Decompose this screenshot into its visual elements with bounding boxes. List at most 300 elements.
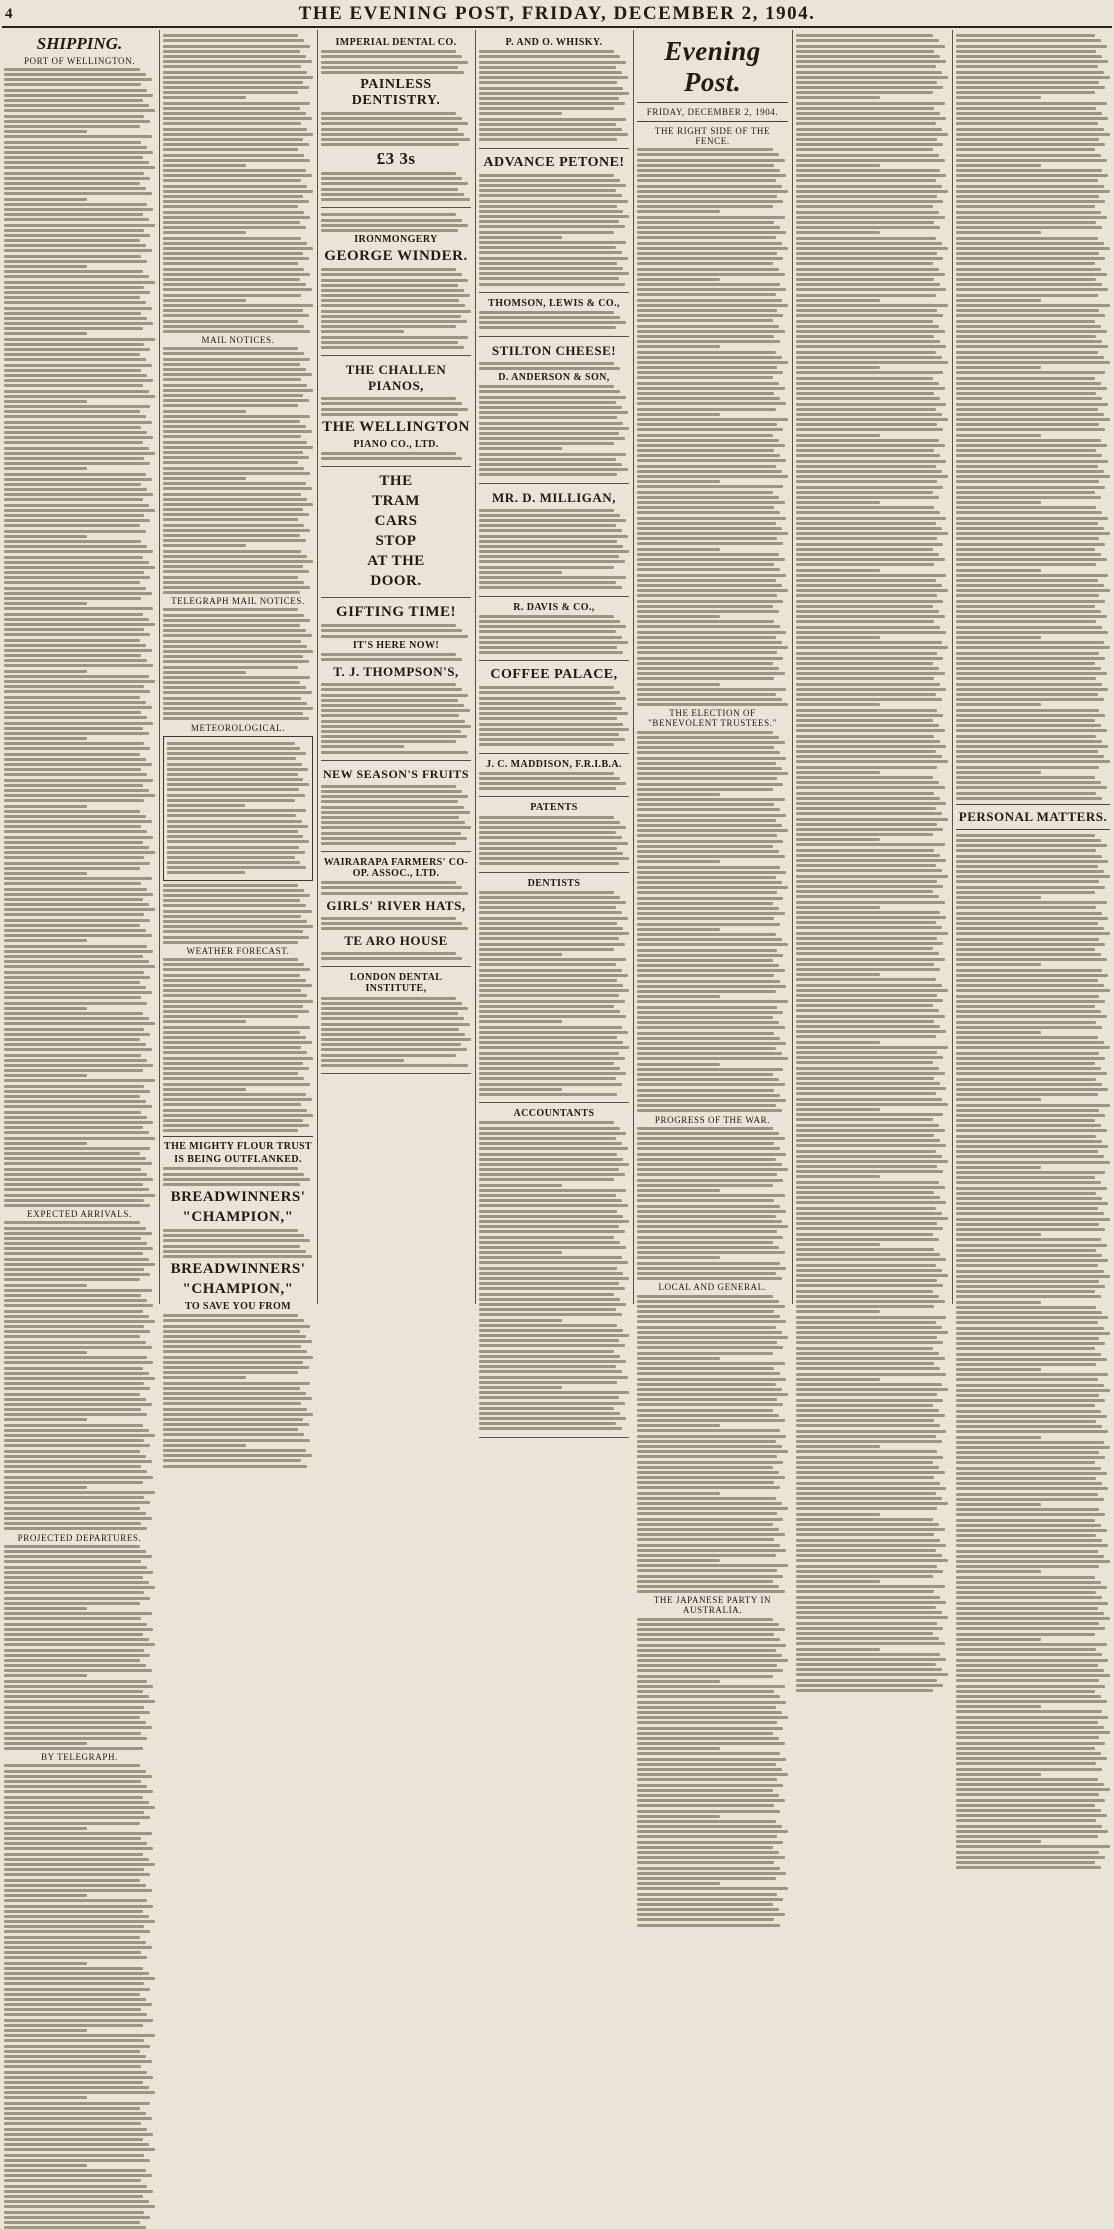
text-line	[163, 717, 309, 720]
text-line	[163, 242, 307, 245]
text-line	[163, 576, 298, 579]
text-line	[796, 252, 937, 255]
text-line	[163, 1062, 303, 1065]
text-line	[796, 755, 942, 758]
text-line	[956, 345, 1108, 348]
text-line	[163, 586, 310, 589]
text-line	[637, 527, 782, 530]
text-line	[163, 650, 313, 653]
text-line	[4, 1455, 146, 1458]
text-line	[956, 776, 1095, 779]
text-line	[4, 244, 146, 247]
text-line	[4, 877, 152, 880]
text-line	[956, 138, 1099, 141]
text-line	[479, 651, 623, 654]
text-line	[4, 1560, 141, 1563]
text-line	[796, 890, 933, 893]
text-line	[163, 1402, 301, 1405]
text-line	[796, 973, 880, 976]
text-line	[637, 1590, 785, 1593]
text-line	[637, 651, 777, 654]
japanese-party-heading: THE JAPANESE PARTY IN AUSTRALIA.	[653, 1595, 772, 1616]
text-line	[956, 262, 1095, 265]
text-line	[4, 1361, 153, 1364]
text-line	[4, 841, 143, 844]
text-line	[163, 122, 301, 125]
text-line	[479, 112, 562, 115]
text-line	[956, 403, 1108, 406]
text-line	[796, 1150, 936, 1153]
text-line	[4, 1079, 155, 1082]
flour-line: TO SAVE YOU FROM	[185, 1300, 291, 1312]
text-line	[637, 1305, 785, 1308]
text-line	[637, 1867, 780, 1870]
text-line	[956, 112, 1102, 115]
text-line	[796, 133, 948, 136]
text-line	[796, 283, 940, 286]
text-line	[956, 537, 1099, 540]
text-line	[4, 1623, 147, 1626]
text-line	[796, 1310, 880, 1313]
text-line	[321, 1054, 456, 1057]
text-line	[796, 397, 940, 400]
text-line	[4, 1576, 143, 1579]
text-line	[956, 76, 1110, 79]
text-line	[637, 1346, 783, 1349]
text-line	[637, 485, 783, 488]
text-line	[796, 1528, 945, 1531]
text-line	[956, 880, 1099, 883]
wellington-piano: THE WELLINGTON	[322, 418, 470, 435]
challen-pianos: THE CHALLEN PIANOS,	[345, 362, 447, 394]
text-line	[796, 740, 940, 743]
text-line	[4, 2211, 144, 2214]
text-line	[637, 1711, 782, 1714]
text-line	[4, 426, 141, 429]
text-line	[321, 1043, 461, 1046]
text-line	[163, 614, 304, 617]
text-line	[796, 968, 940, 971]
text-line	[956, 1067, 1101, 1070]
text-line	[956, 984, 1104, 987]
text-line	[956, 1669, 1104, 1672]
text-line	[4, 1607, 87, 1610]
text-line	[479, 1121, 614, 1124]
text-line	[637, 1523, 773, 1526]
text-line	[479, 1137, 616, 1140]
text-line	[4, 1194, 155, 1197]
text-line	[4, 1936, 140, 1939]
text-line	[956, 1083, 1102, 1086]
text-line	[956, 1244, 1107, 1247]
text-line	[956, 1031, 1041, 1034]
text-line	[956, 382, 1101, 385]
text-line	[796, 1601, 946, 1604]
text-line	[637, 1903, 773, 1906]
text-line	[796, 413, 942, 416]
text-line	[4, 784, 143, 787]
text-line	[956, 1000, 1105, 1003]
text-line	[796, 937, 937, 940]
text-line	[479, 979, 617, 982]
text-line	[796, 745, 946, 748]
text-line	[796, 1134, 934, 1137]
text-line	[637, 814, 786, 817]
text-line	[163, 1036, 306, 1039]
text-line	[4, 1048, 152, 1051]
text-line	[796, 916, 946, 919]
text-line	[163, 1387, 300, 1390]
text-line	[956, 226, 1102, 229]
text-line	[796, 470, 942, 473]
text-line	[4, 1232, 152, 1235]
text-line	[479, 958, 626, 961]
text-line	[796, 216, 945, 219]
text-line	[637, 667, 779, 670]
text-line	[4, 1273, 150, 1276]
text-line	[637, 1559, 720, 1562]
text-line	[4, 172, 144, 175]
weather-table	[163, 736, 313, 881]
text-line	[796, 750, 936, 753]
text-line	[163, 660, 309, 663]
text-line	[321, 1017, 464, 1020]
war-text	[637, 1127, 788, 1280]
text-line	[956, 340, 1102, 343]
text-line	[479, 1215, 623, 1218]
text-line	[796, 1207, 936, 1210]
new-season-fruits: NEW SEASON'S FRUITS	[323, 766, 469, 781]
text-line	[479, 1344, 625, 1347]
accountants-head: ACCOUNTANTS	[513, 1108, 595, 1120]
text-line	[163, 169, 306, 172]
text-line	[4, 395, 155, 398]
text-line	[321, 61, 468, 64]
text-line	[796, 1139, 940, 1142]
text-line	[956, 444, 1107, 447]
text-line	[4, 758, 146, 761]
text-line	[479, 396, 626, 399]
text-line	[479, 620, 620, 623]
text-line	[479, 1210, 617, 1213]
text-line	[4, 1780, 141, 1783]
text-line	[796, 781, 939, 784]
text-line	[4, 198, 87, 201]
text-line	[4, 1304, 153, 1307]
text-line	[4, 1335, 140, 1338]
text-line	[637, 1300, 779, 1303]
text-line	[637, 1841, 783, 1844]
text-line	[321, 694, 468, 697]
text-line	[163, 117, 312, 120]
text-line	[956, 870, 1104, 873]
text-line	[796, 932, 948, 935]
text-line	[637, 1230, 777, 1233]
text-line	[796, 268, 939, 271]
text-line	[956, 1778, 1098, 1781]
text-line	[4, 1941, 146, 1944]
text-line	[956, 1508, 1099, 1511]
text-line	[956, 1695, 1101, 1698]
thomson-lewis-ad	[479, 293, 629, 337]
text-line	[956, 855, 1102, 858]
text-line	[4, 1033, 150, 1036]
text-line	[321, 289, 464, 292]
text-line	[796, 174, 946, 177]
text-line	[956, 511, 1102, 514]
text-line	[796, 294, 936, 297]
text-line	[796, 1668, 942, 1671]
text-line	[956, 724, 1101, 727]
text-line	[637, 995, 720, 998]
text-line	[796, 1165, 937, 1168]
meteorological-heading: METEOROLOGICAL.	[190, 722, 286, 733]
text-line	[479, 697, 626, 700]
text-line	[796, 1352, 939, 1355]
text-line	[4, 1967, 143, 1970]
text-line	[637, 1435, 786, 1438]
text-line	[479, 948, 614, 951]
maddison-head: J. C. MADDISON, F.R.I.B.A.	[486, 758, 622, 770]
text-line	[637, 402, 786, 405]
flour-trust-title: THE MIGHTY FLOUR TRUST	[164, 1141, 312, 1153]
text-line	[4, 1884, 146, 1887]
text-line	[321, 816, 459, 819]
text-line	[479, 1308, 616, 1311]
text-line	[4, 1481, 143, 1484]
text-line	[796, 1523, 939, 1526]
text-line	[321, 320, 467, 323]
text-line	[479, 406, 622, 409]
text-line	[479, 896, 620, 899]
text-line	[4, 830, 147, 833]
text-line	[479, 733, 619, 736]
text-line	[4, 338, 155, 341]
text-line	[163, 154, 304, 157]
text-line	[163, 498, 307, 501]
text-line	[796, 1362, 934, 1365]
text-line	[479, 385, 614, 388]
text-line	[479, 1313, 622, 1316]
text-line	[956, 128, 1104, 131]
text-line	[4, 1278, 140, 1281]
text-line	[796, 843, 945, 846]
local-continued-text	[796, 34, 948, 1692]
text-line	[956, 1259, 1108, 1262]
text-line	[163, 1234, 304, 1237]
text-line	[4, 2091, 155, 2094]
text-line	[321, 795, 468, 798]
text-line	[4, 286, 144, 289]
text-line	[796, 1331, 948, 1334]
text-line	[956, 1342, 1105, 1345]
text-line	[637, 736, 779, 739]
text-line	[4, 1320, 155, 1323]
text-line	[4, 208, 153, 211]
text-line	[479, 61, 626, 64]
text-line	[163, 81, 303, 84]
fruits-ad	[321, 761, 471, 852]
text-line	[163, 247, 313, 250]
text-line	[4, 1816, 150, 1819]
text-line	[163, 555, 307, 558]
text-line	[321, 704, 464, 707]
text-line	[637, 351, 776, 354]
text-line	[796, 1030, 946, 1033]
text-line	[796, 1201, 946, 1204]
text-line	[479, 555, 619, 558]
text-line	[956, 1088, 1108, 1091]
text-line	[4, 846, 149, 849]
text-line	[4, 996, 141, 999]
text-line	[163, 707, 313, 710]
text-line	[956, 1399, 1105, 1402]
text-line	[796, 418, 948, 421]
text-line	[637, 657, 783, 660]
text-line	[956, 1550, 1098, 1553]
text-line	[796, 1653, 940, 1656]
text-line	[321, 304, 465, 307]
text-line	[4, 1591, 144, 1594]
text-line	[163, 1314, 298, 1317]
text-line	[796, 911, 940, 914]
text-line	[956, 1861, 1095, 1864]
text-line	[796, 1367, 940, 1370]
text-line	[479, 179, 620, 182]
text-line	[163, 1423, 309, 1426]
text-line	[637, 1893, 777, 1896]
text-line	[637, 1398, 777, 1401]
text-line	[163, 884, 298, 887]
text-line	[4, 478, 152, 481]
text-line	[163, 1428, 298, 1431]
text-line	[637, 1580, 773, 1583]
text-line	[956, 1845, 1110, 1848]
text-line	[637, 1414, 779, 1417]
text-line	[956, 1192, 1096, 1195]
text-line	[4, 348, 150, 351]
text-line	[4, 2143, 149, 2146]
text-line	[163, 314, 309, 317]
text-line	[4, 224, 155, 227]
text-line	[167, 794, 305, 797]
text-line	[956, 1648, 1096, 1651]
text-line	[4, 1310, 143, 1313]
text-line	[637, 610, 779, 613]
text-line	[637, 288, 786, 291]
text-line	[637, 662, 773, 665]
text-line	[956, 1513, 1105, 1516]
text-line	[479, 1088, 562, 1091]
text-line	[163, 441, 307, 444]
text-line	[4, 1413, 147, 1416]
text-line	[4, 1137, 155, 1140]
text-line	[163, 1325, 310, 1328]
text-line	[163, 91, 298, 94]
text-line	[4, 1204, 150, 1207]
text-line	[163, 410, 246, 413]
text-line	[796, 242, 942, 245]
text-line	[637, 382, 779, 385]
text-line	[163, 1098, 312, 1101]
text-line	[4, 664, 153, 667]
text-line	[637, 1518, 783, 1521]
text-line	[163, 1129, 298, 1132]
text-line	[479, 283, 625, 286]
text-line	[637, 1267, 786, 1270]
accountants-ad	[479, 1103, 629, 1437]
text-line	[163, 645, 307, 648]
text-line	[796, 1559, 948, 1562]
text-line	[796, 1341, 943, 1344]
text-line	[4, 2169, 146, 2172]
text-line	[637, 584, 782, 587]
text-line	[479, 437, 625, 440]
text-line	[956, 657, 1105, 660]
text-line	[637, 912, 785, 915]
text-line	[956, 1721, 1098, 1724]
text-line	[637, 1481, 774, 1484]
text-line	[796, 1466, 939, 1469]
text-line	[321, 133, 464, 136]
text-line	[956, 1690, 1095, 1693]
text-line	[479, 453, 626, 456]
text-line	[956, 1415, 1107, 1418]
london-dental-head: LONDON DENTAL INSTITUTE,	[349, 972, 443, 995]
text-line	[4, 498, 143, 501]
text-line	[4, 125, 140, 128]
text-line	[796, 1471, 945, 1474]
text-line	[4, 120, 150, 123]
milligan-ad	[479, 484, 629, 597]
text-line	[4, 1998, 146, 2001]
text-line	[956, 1814, 1107, 1817]
text-line	[321, 821, 465, 824]
text-line	[637, 886, 788, 889]
text-line	[956, 1104, 1110, 1107]
text-line	[4, 1284, 87, 1287]
text-line	[956, 1254, 1102, 1257]
text-line	[4, 1131, 149, 1134]
text-line	[4, 690, 150, 693]
text-line	[796, 81, 937, 84]
text-line	[637, 1251, 785, 1254]
text-line	[479, 133, 628, 136]
text-line	[4, 1617, 141, 1620]
text-line	[637, 242, 782, 245]
text-line	[637, 1104, 776, 1107]
text-line	[796, 86, 943, 89]
text-line	[796, 1155, 942, 1158]
text-line	[4, 701, 146, 704]
text-line	[163, 591, 300, 594]
text-line	[796, 724, 939, 727]
text-line	[796, 1404, 933, 1407]
text-line	[637, 459, 786, 462]
text-line	[796, 1186, 945, 1189]
text-line	[4, 1501, 150, 1504]
text-line	[163, 1173, 304, 1176]
text-line	[796, 1648, 880, 1651]
text-line	[796, 475, 948, 478]
text-line	[4, 2024, 143, 2027]
text-line	[956, 1161, 1110, 1164]
text-line	[956, 60, 1108, 63]
text-line	[637, 620, 774, 623]
text-line	[479, 1062, 614, 1065]
text-line	[479, 97, 619, 100]
text-line	[4, 1367, 143, 1370]
